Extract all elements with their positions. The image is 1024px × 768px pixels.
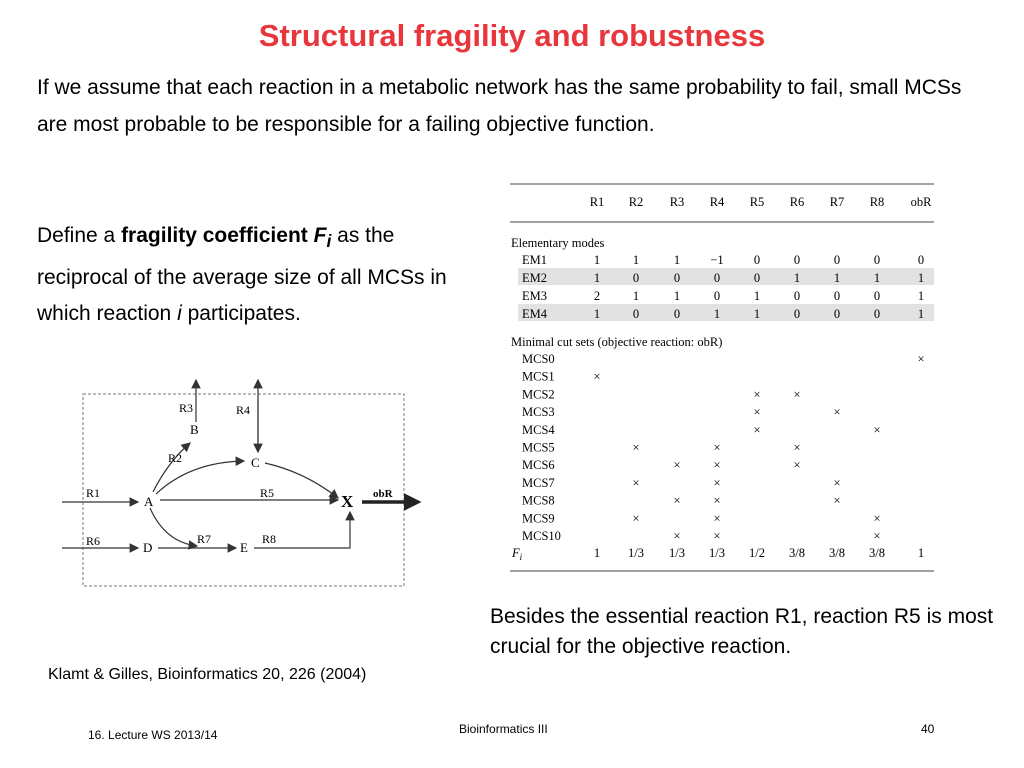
table-em-row-name: EM2 [522,271,547,285]
table-mcs-cross: × [873,511,881,526]
table-mcs-cross: × [632,440,640,455]
node-e: E [240,540,248,555]
table-em-cell: 1 [873,271,881,285]
table-em-row-name: EM1 [522,253,547,267]
definition-index: i [177,302,182,326]
table-mcs-cross: × [713,511,721,526]
slide-title: Structural fragility and robustness [258,18,766,53]
definition-symbol: F [313,224,327,247]
table-em-cell: 1 [673,289,681,303]
table-em-cell: 1 [753,307,761,321]
table-mcs-cross: × [593,369,601,384]
table-fi-cell: 1 [593,546,601,560]
table-em-cell: 0 [673,271,681,285]
node-c: C [251,455,260,470]
table-em-cell: 1 [593,253,601,267]
table-col-header: R6 [789,195,805,209]
table-mcs-cross: × [753,405,761,420]
table-mcs-title: Minimal cut sets (objective reaction: obR) [511,335,723,349]
table-em-cell: 0 [833,307,841,321]
table-mcs-cross: × [632,475,640,490]
node-b: B [190,422,199,437]
table-col-header: R7 [829,195,845,209]
table-em-cell: 1 [753,289,761,303]
label-r6: R6 [86,534,101,548]
table-col-header: R5 [749,195,765,209]
node-d: D [143,540,153,555]
footer-lecture: 16. Lecture WS 2013/14 [88,728,218,742]
edge-a-d [150,508,197,546]
table-em-cell: 0 [833,289,841,303]
table-em-cell: 0 [793,289,801,303]
table-fi-cell: 3/8 [869,546,885,560]
table-mcs-cross: × [793,458,801,473]
label-r3: R3 [179,401,194,415]
table-em-cell: −1 [710,253,724,267]
node-a: A [144,494,154,509]
definition-post: participates. [181,302,301,326]
citation: Klamt & Gilles, Bioinformatics 20, 226 (2004) [48,666,367,683]
table-em-cell: 0 [753,271,761,285]
table-mcs-cross: × [713,458,721,473]
table-mcs-cross: × [917,352,925,366]
table-em-cell: 0 [873,307,881,321]
node-x: X [341,492,354,511]
table-mcs-cross: × [673,493,681,508]
definition-term: fragility coefficient [121,224,314,247]
table-col-header: obR [910,195,932,209]
table-fi-cell: 3/8 [789,546,805,560]
table-em-cell: 1 [593,307,601,321]
table-fi-label: $F_i$ [512,546,523,562]
table-mcs-cross: × [833,493,841,508]
mcs-table [505,178,940,576]
table-mcs-row-name: MCS0 [522,352,555,366]
label-r5: R5 [260,486,275,500]
definition-paragraph [37,218,487,333]
conclusion-text: Besides the essential reaction R1, reaction R5 is most crucial for the objective reaction. [490,605,994,658]
table-mcs-row-name: MCS3 [522,405,555,420]
system-boundary [83,394,404,586]
table-fi-cell: 1/2 [749,546,765,560]
table-fi-cell: 1/3 [669,546,685,560]
table-mcs-cross: × [793,387,801,402]
table-mcs-row-name: MCS9 [522,511,555,526]
table-mcs-cross: × [873,422,881,437]
table-mcs-cross: × [713,440,721,455]
table-em-cell: 1 [713,307,721,321]
table-mcs-row-name: MCS1 [522,369,555,384]
table-em-cell: 0 [917,253,925,267]
table-mcs-cross: × [713,529,721,543]
table-col-header: R1 [589,195,605,209]
table-mcs-row-name: MCS10 [522,529,561,543]
table-col-header: R8 [869,195,885,209]
table-em-cell: 0 [632,307,640,321]
footer-course: Bioinformatics III [459,722,548,736]
table-em-cell: 0 [873,253,881,267]
table-em-cell: 2 [593,289,601,303]
table-em-cell: 1 [632,253,640,267]
table-col-header: R4 [709,195,725,209]
table-fi-cell: 1/3 [628,546,644,560]
table-em-title: Elementary modes [511,236,605,250]
table-em-cell: 0 [793,307,801,321]
label-r8: R8 [262,532,277,546]
table-mcs-row-name: MCS4 [522,422,555,437]
table-em-cell: 1 [917,271,925,285]
table-shade-em4 [518,304,934,321]
label-r7: R7 [197,532,212,546]
table-mcs-cross: × [673,529,681,543]
table-em-cell: 1 [833,271,841,285]
table-fi-cell: 1/3 [709,546,725,560]
table-fi-cell: 3/8 [829,546,845,560]
table-mcs-cross: × [673,458,681,473]
table-mcs-cross: × [873,529,881,543]
footer-page-number: 40 [921,722,935,736]
definition-subscript: i [326,231,332,252]
table-mcs-row-name: MCS5 [522,440,555,455]
table-mcs-row-name: MCS7 [522,475,555,490]
definition-mid: as the reciprocal of the average size of all MCSs in which reaction [37,224,447,326]
table-col-header: R3 [669,195,685,209]
table-em-cell: 1 [917,289,925,303]
table-fi-cell: 1 [917,546,925,560]
table-mcs-cross: × [632,511,640,526]
label-r1: R1 [86,486,101,500]
table-em-cell: 0 [713,271,721,285]
table-col-header: R2 [628,195,644,209]
table-mcs-cross: × [753,422,761,437]
edge-c-x [265,463,338,498]
table-mcs-row-name: MCS2 [522,387,555,402]
table-em-cell: 0 [873,289,881,303]
label-obr: obR [373,488,393,500]
table-mcs-cross: × [833,475,841,490]
table-em-cell: 0 [632,271,640,285]
table-em-cell: 0 [753,253,761,267]
table-mcs-row-name: MCS8 [522,493,555,508]
network-diagram [55,372,435,592]
table-mcs-cross: × [713,475,721,490]
table-em-cell: 1 [673,253,681,267]
table-em-row-name: EM3 [522,289,547,303]
label-r4: R4 [236,403,251,417]
table-em-cell: 0 [713,289,721,303]
table-mcs-cross: × [713,493,721,508]
table-em-cell: 0 [833,253,841,267]
table-mcs-cross: × [753,387,761,402]
intro-paragraph: If we assume that each reaction in a metabolic network has the same probability to fail, small MCSs are most probable to be responsible for a failing objective function. [37,76,962,136]
table-em-cell: 1 [632,289,640,303]
table-em-cell: 0 [793,253,801,267]
table-mcs-cross: × [793,440,801,455]
table-em-cell: 1 [593,271,601,285]
table-mcs-row-name: MCS6 [522,458,555,473]
table-em-cell: 0 [673,307,681,321]
table-em-cell: 1 [917,307,925,321]
label-r2: R2 [168,451,183,465]
table-em-cell: 1 [793,271,801,285]
definition-pre: Define a [37,224,122,247]
table-em-row-name: EM4 [522,307,547,321]
table-shade-em2 [518,268,934,285]
table-mcs-cross: × [833,405,841,420]
